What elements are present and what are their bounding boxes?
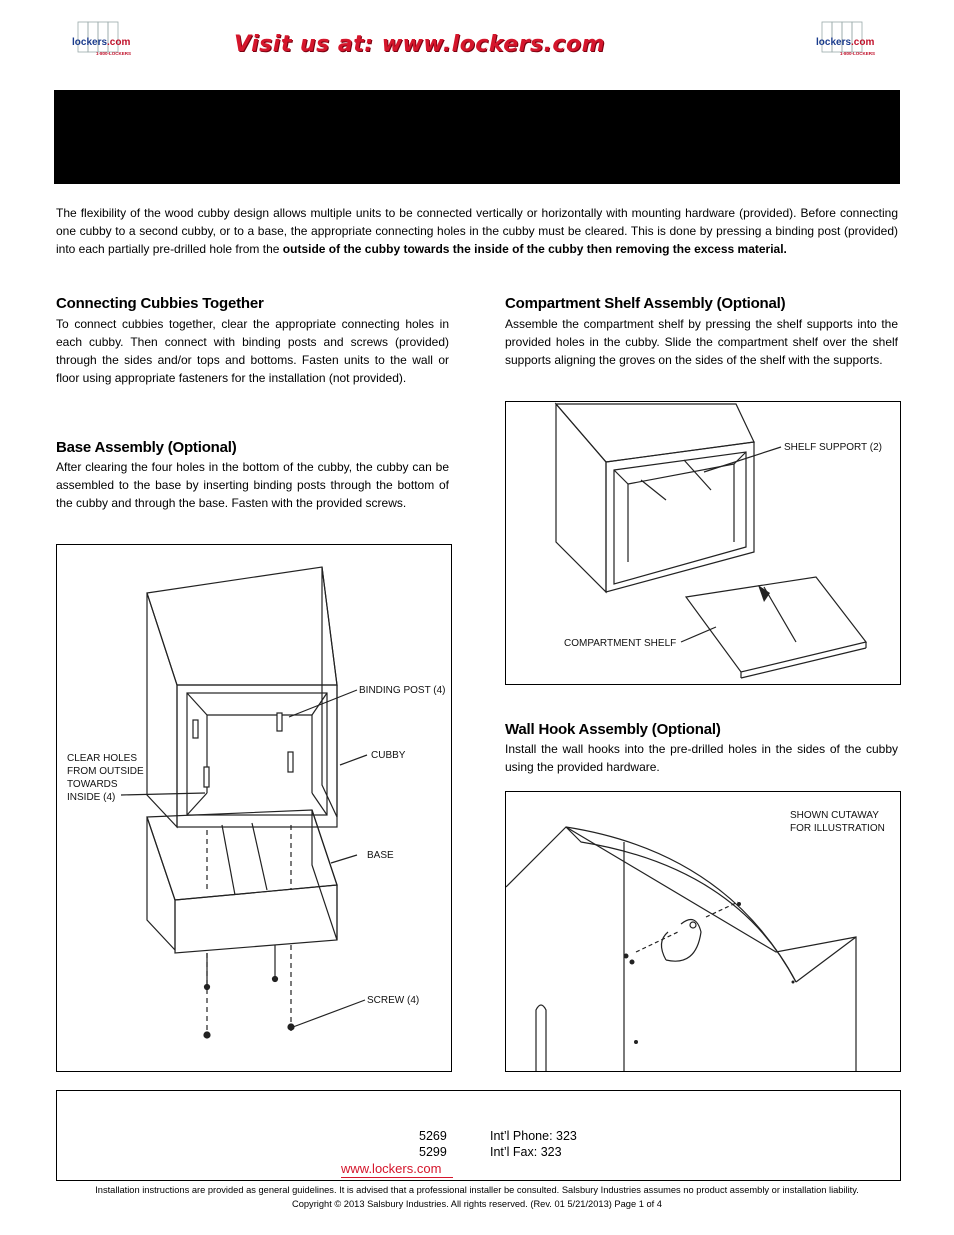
website-link[interactable]: www.lockers.com (341, 1161, 442, 1176)
label-screw: SCREW (4) (367, 995, 420, 1006)
intro-bold-text: outside of the cubby towards the inside of the cubby then removing the excess material. (282, 242, 787, 256)
logo-phone: 1-800-LOCKERS (96, 51, 132, 56)
intro-paragraph (56, 204, 898, 258)
label-base: BASE (367, 850, 394, 861)
lockers-logo-left[interactable] (70, 20, 140, 60)
label-cutaway-1: SHOWN CUTAWAY (790, 810, 879, 821)
logo-wordmark (72, 37, 130, 48)
logo-domain: .com (107, 37, 131, 48)
title-banner (54, 90, 900, 184)
logo-phone: 1-800-LOCKERS (840, 51, 876, 56)
hook-body: Install the wall hooks into the pre-drilled holes in the sides of the cubby using the provided hardware. (505, 742, 898, 774)
logo-text: lockers (72, 37, 108, 48)
label-compartment-shelf: COMPARTMENT SHELF (564, 638, 677, 649)
label-clear-holes-3: TOWARDS (67, 779, 118, 790)
lockers-logo-right[interactable] (814, 20, 884, 60)
base-assembly-diagram (56, 544, 452, 1072)
shelf-assembly-drawing (506, 402, 900, 684)
website-underline (341, 1177, 453, 1178)
shelf-body: Assemble the compartment shelf by pressing the shelf supports into the provided holes in the cubby. Slide the compartment shelf over the shelf supports aligning the groves on the sides of the shelf with the supports. (505, 317, 898, 367)
shelf-heading: Compartment Shelf Assembly (Optional) (505, 295, 786, 312)
copyright: Copyright © 2013 Salsbury Industries. All rights reserved. (Rev. 01 5/21/2013) Page 1 of 4 (292, 1199, 662, 1209)
visit-website-link[interactable]: Visit us at: www.lockers.com (234, 32, 605, 57)
label-binding-post: BINDING POST (4) (359, 685, 446, 696)
connecting-body: To connect cubbies together, clear the appropriate connecting holes in each cubby. Then connect with binding posts and screws (provided) through the sides and/or tops and bottoms. Fasten units to the wall or floor using appropriate fasteners for the installation (not provided). (56, 317, 449, 385)
logo-text: lockers (816, 37, 852, 48)
label-shelf-support: SHELF SUPPORT (2) (784, 442, 882, 453)
logo-domain: .com (851, 37, 875, 48)
base-heading: Base Assembly (Optional) (56, 439, 237, 456)
intl-fax: Int’l Fax: 323 (490, 1145, 562, 1159)
label-clear-holes-4: INSIDE (4) (67, 792, 116, 803)
shelf-assembly-diagram (505, 401, 901, 685)
label-clear-holes-2: FROM OUTSIDE (67, 766, 144, 777)
phone-number: 5269 (419, 1129, 447, 1143)
disclaimer: Installation instructions are provided as general guidelines. It is advised that a professional installer be consulted. Salsbury Industries assumes no product assembly or installation liability. (95, 1185, 859, 1195)
base-body: After clearing the four holes in the bottom of the cubby, the cubby can be assembled to the base by inserting binding posts through the bottom of the cubby and through the base. Fasten with the provided screws. (56, 460, 449, 510)
label-cubby: CUBBY (371, 750, 406, 761)
intro-text: The flexibility of the wood cubby design allows multiple units to be connected vertically or horizontally with mounting hardware (provided). Before connecting one cubby to a second cubby, or to a base, the appropriate connecting holes in the cubby must be cleared. This is done by pressing a binding post (provided) into each partially pre-drilled hole from the (56, 206, 898, 256)
base-assembly-drawing (57, 545, 451, 1071)
contact-box (56, 1090, 901, 1181)
wall-hook-drawing (506, 792, 900, 1071)
fax-number: 5299 (419, 1145, 447, 1159)
label-clear-holes-1: CLEAR HOLES (67, 753, 138, 764)
hook-heading: Wall Hook Assembly (Optional) (505, 721, 721, 738)
wall-hook-diagram (505, 791, 901, 1072)
logo-wordmark (816, 37, 874, 48)
label-cutaway-2: FOR ILLUSTRATION (790, 823, 885, 834)
connecting-heading: Connecting Cubbies Together (56, 295, 264, 312)
intl-phone: Int’l Phone: 323 (490, 1129, 577, 1143)
